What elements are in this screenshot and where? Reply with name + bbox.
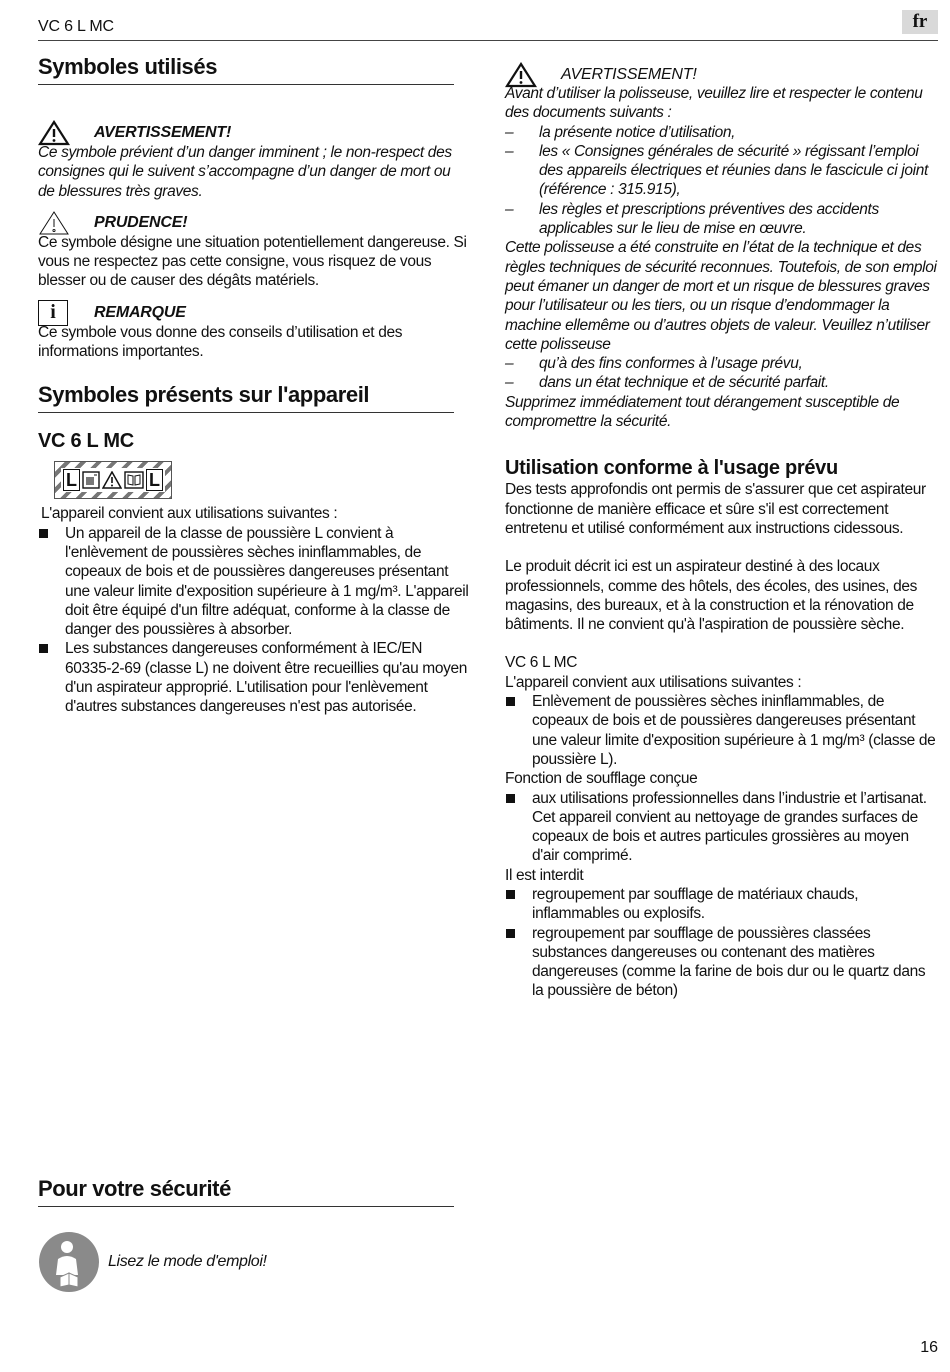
header-model: VC 6 L MC (38, 18, 114, 35)
vacuum-icon (82, 471, 100, 489)
bullet-square-icon (39, 644, 48, 653)
list-item (505, 789, 939, 866)
bullet-square-icon (506, 794, 515, 803)
intended-use-uses-intro: L'appareil convient aux utilisations suivantes : (505, 673, 802, 691)
list-item: – qu’à des fins conformes à l’usage prévu, (505, 354, 939, 373)
list-item-text: aux utilisations professionnelles dans l’industrie et l’artisanat. Cet appareil convient au nettoyage de grandes surfaces de copeaux de bois et autres particules grossières au moyen d'air comprimé. (532, 789, 927, 865)
forbidden-title: Il est interdit (505, 866, 584, 884)
caution-description: Ce symbole désigne une situation potentiellement dangereuse. Si vous ne respectez pas cette consigne, vous risquez de vous blesser ou de causer des dégâts matériels. (38, 233, 467, 290)
construction-text: Cette polisseuse a été construite en l’état de la technique et des règles techniques de sécurité reconnues. Toutefois, de son emploi peut émaner un danger de mort et un risque de blessures graves pour l’utilisateur ou les tiers, ou un risque d’endommager la machine ellemême ou d’autres objets de valeur. Veuillez n’utiliser cette polisseuse (505, 239, 937, 353)
intended-use-title: Utilisation conforme à l'usage prévu (505, 457, 838, 480)
read-manual-icon (38, 1231, 100, 1293)
device-symbols-title: Symboles présents sur l'appareil (38, 382, 454, 413)
conditions-list (505, 354, 939, 393)
forbidden-list (505, 885, 939, 1001)
list-item: – la présente notice d’utilisation, (505, 123, 939, 142)
documents-list (505, 123, 939, 239)
list-item-text: Un appareil de la classe de poussière L convient à l'enlèvement de poussières sèches ininflammables, de copeaux de bois et de poussières dangereuses présentant une valeur limite d'exposition supérieure à 1 mg/m³. L'appareil doit être équipé d'un filtre adéquat, conforme à la classe de danger des poussières à absorber. (65, 524, 469, 639)
blow-function-title: Fonction de soufflage conçue (505, 770, 698, 788)
right-warning-label: AVERTISSEMENT! (561, 66, 697, 83)
list-item (505, 692, 939, 769)
hazard-triangle-icon (102, 471, 122, 489)
page-number: 16 (920, 1339, 938, 1356)
header-divider (38, 40, 938, 41)
intended-use-para2: Le produit décrit ici est un aspirateur destiné à des locaux professionnels, comme des hôtels, des écoles, des usines, des magasins, des bureaux, et à la construction et la rénovation de bâtiments. Il ne convient qu'à l'aspiration de poussière sèche. (505, 558, 918, 634)
suppress-text: Supprimez immédiatement tout dérangement susceptible de compromettre la sécurité. (505, 393, 900, 431)
note-description: Ce symbole vous donne des conseils d’utilisation et des informations importantes. (38, 323, 403, 361)
caution-label: PRUDENCE! (94, 213, 188, 231)
left-column (38, 50, 470, 717)
list-item (38, 639, 470, 716)
warning-intro-text: Avant d’utiliser la polisseuse, veuillez lire et respecter le contenu des documents suivants : (505, 85, 923, 122)
list-item (505, 924, 939, 1001)
note-label: REMARQUE (94, 303, 186, 321)
bullet-square-icon (506, 697, 515, 706)
intended-use-para1: Des tests approfondis ont permis de s'assurer que cet aspirateur fonctionne de manière efficace et sûre s'il est correctement entretenu et utilisé conformément aux instructions cidessous. (505, 481, 926, 537)
list-item-text: regroupement par soufflage de poussières classées substances dangereuses ou contenant des matières dangereuses (comme la farine de bois dur ou le quartz dans la poussière de béton) (532, 924, 926, 1000)
bullet-square-icon (506, 890, 515, 899)
device-uses-list (38, 524, 470, 717)
language-tag: fr (902, 10, 938, 34)
warning-description: Ce symbole prévient d’un danger imminent ; le non-respect des consignes qui le suivent s’accompagne d’un danger de mort ou de blessures très graves. (38, 144, 452, 200)
safety-section (38, 1176, 470, 1293)
list-item: – dans un état technique et de sécurité parfait. (505, 373, 939, 392)
read-manual-text: Lisez le mode d'emploi! (108, 1253, 267, 1271)
dust-class-pictogram (54, 461, 172, 499)
blow-uses-list (505, 789, 939, 866)
info-icon: i (38, 300, 68, 326)
intended-use-model: VC 6 L MC (505, 654, 578, 672)
bullet-square-icon (506, 929, 515, 938)
list-item-text: regroupement par soufflage de matériaux chauds, inflammables ou explosifs. (532, 885, 859, 923)
safety-title: Pour votre sécurité (38, 1176, 454, 1207)
manual-book-icon (124, 471, 144, 489)
list-item: – les règles et prescriptions préventives des accidents applicables sur le lieu de mise en œuvre. (505, 200, 939, 239)
list-item (38, 524, 470, 640)
dust-class-letter-2: L (146, 469, 163, 491)
list-item-text: Les substances dangereuses conformément à IEC/EN 60335-2-69 (classe L) ne doivent être recueillies qu'au moyen d'un aspirateur approprié. L'utilisation pour l'enlèvement d'autres substances dangereuses n'est pas autorisée. (65, 640, 468, 716)
symbols-used-title: Symboles utilisés (38, 54, 454, 85)
list-item (505, 885, 939, 924)
list-item: – les « Consignes générales de sécurité » régissant l’emploi des appareils électriques et réunies dans le fascicule ci joint (référence : 315.915), (505, 142, 939, 200)
device-uses-intro: L'appareil convient aux utilisations suivantes : (41, 505, 338, 523)
right-column (505, 62, 939, 1001)
bullet-square-icon (39, 529, 48, 538)
list-item-text: Enlèvement de poussières sèches ininflammables, de copeaux de bois et de poussières dangereuses présentant une valeur limite d'exposition supérieure à 1 mg/m³ (classe de poussière L). (532, 693, 936, 768)
device-model-title: VC 6 L MC (38, 430, 134, 453)
uses-list (505, 692, 939, 769)
warning-label: AVERTISSEMENT! (94, 124, 232, 141)
dust-class-letter: L (63, 469, 80, 491)
